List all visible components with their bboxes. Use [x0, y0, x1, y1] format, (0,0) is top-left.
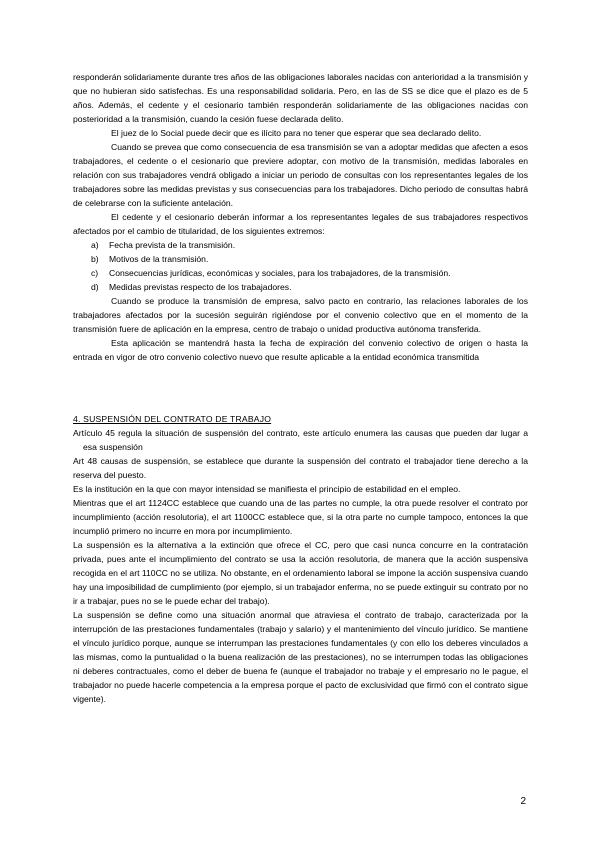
list-item: [73, 252, 528, 266]
list-marker: b): [91, 254, 99, 264]
paragraph: Cuando se produce la transmisión de empresa, salvo pacto en contrario, las relaciones laborales de los trabajadores afectados por la sucesión seguirán rigiéndose por el convenio colectivo que en el momento de la transmisión fuere de aplicación en la empresa, centro de trabajo o unidad productiva autónoma transferida.: [73, 296, 528, 334]
list-item-text: Medidas previstas respecto de los trabajadores.: [109, 282, 292, 292]
document-page: [73, 70, 528, 706]
paragraph: Cuando se prevea que como consecuencia de esa transmisión se van a adoptar medidas que afecten a esos trabajadores, el cedente o el cesionario que previere adoptar, con motivo de la transmisión, medidas laborales en relación con sus trabajadores vendrá obligado a iniciar un periodo de consultas con los representantes legales de los trabajadores sobre las medidas previstas y sus consecuencias para los trabajadores. Dicho periodo de consultas habrá de celebrarse con la suficiente antelación.: [73, 142, 528, 208]
list-marker: c): [91, 268, 99, 278]
page-number: 2: [520, 796, 526, 807]
paragraph: Artículo 45 regula la situación de suspensión del contrato, este artículo enumera las causas que pueden dar lugar a esa suspensión: [73, 428, 528, 452]
section-heading: 4. SUSPENSIÓN DEL CONTRATO DE TRABAJO: [73, 414, 272, 424]
list-marker: a): [91, 240, 99, 250]
paragraph: Art 48 causas de suspensión, se establece que durante la suspensión del contrato el trabajador tiene derecho a la reserva del puesto.: [73, 456, 528, 480]
list-item: [73, 266, 528, 280]
paragraph: La suspensión es la alternativa a la extinción que ofrece el CC, pero que casi nunca concurre en la contratación privada, pues ante el incumplimiento del contrato se usa la acción resolutoria, de manera que la acción suspensiva recogida en el art 110CC no se utiliza. No obstante, en el ordenamiento laboral se impone la acción suspensiva cuando hay una imposibilidad de cumplimiento (por ejemplo, si un trabajador enferma, no se puede extinguir su contrato por no ir a trabajar, pues no se le puede echar del trabajo).: [73, 540, 528, 606]
paragraph: Mientras que el art 1124CC establece que cuando una de las partes no cumple, la otra puede resolver el contrato por incumplimiento (acción resolutoria), el art 1100CC establece que, si la otra parte no cumple tampoco, entonces la que incumplió primero no incurre en mora por incumplimiento.: [73, 498, 528, 536]
list-item-text: Consecuencias jurídicas, económicas y sociales, para los trabajadores, de la transmisión.: [109, 268, 451, 278]
list-item-text: Motivos de la transmisión.: [109, 254, 209, 264]
list-item-text: Fecha prevista de la transmisión.: [109, 240, 236, 250]
list-marker: d): [91, 282, 99, 292]
paragraph: Esta aplicación se mantendrá hasta la fecha de expiración del convenio colectivo de origen o hasta la entrada en vigor de otro convenio colectivo nuevo que resulte aplicable a la entidad económica transmitida: [73, 338, 528, 362]
list-item: [73, 280, 528, 294]
extremos-list: [73, 238, 528, 294]
paragraph: El juez de lo Social puede decir que es ilícito para no tener que esperar que sea declarado delito.: [111, 128, 482, 138]
paragraph: Es la institución en la que con mayor intensidad se manifiesta el principio de estabilidad en el empleo.: [73, 484, 461, 494]
paragraph: responderán solidariamente durante tres años de las obligaciones laborales nacidas con anterioridad a la transmisión y que no hubieran sido satisfechas. Es una responsabilidad solidaria. Pero, en las de SS se dice que el plazo es de 5 años. Además, el cedente y el cesionario también responderán solidariamente de las obligaciones nacidas con posterioridad a la transmisión, cuando la cesión fuese declarada delito.: [73, 72, 528, 124]
paragraph: La suspensión se define como una situación anormal que atraviesa el contrato de trabajo, caracterizada por la interrupción de las prestaciones fundamentales (trabajo y salario) y el mantenimiento del vínculo jurídico. Se mantiene el vínculo jurídico porque, aunque se interrumpan las prestaciones fundamentales (y con ello los deberes vinculados a las mismas, como la puntualidad o la buena realización de las prestaciones), no se interrumpen todas las obligaciones ni deberes contractuales, como el deber de buena fe (aunque el trabajador no trabaje y el empresario no le pague, el trabajador no puede hacerle competencia a la empresa porque el pacto de exclusividad que firmó con el contrato sigue vigente).: [73, 610, 528, 704]
paragraph: El cedente y el cesionario deberán informar a los representantes legales de sus trabajadores respectivos afectados por el cambio de titularidad, de los siguientes extremos:: [73, 212, 528, 236]
list-item: [73, 238, 528, 252]
